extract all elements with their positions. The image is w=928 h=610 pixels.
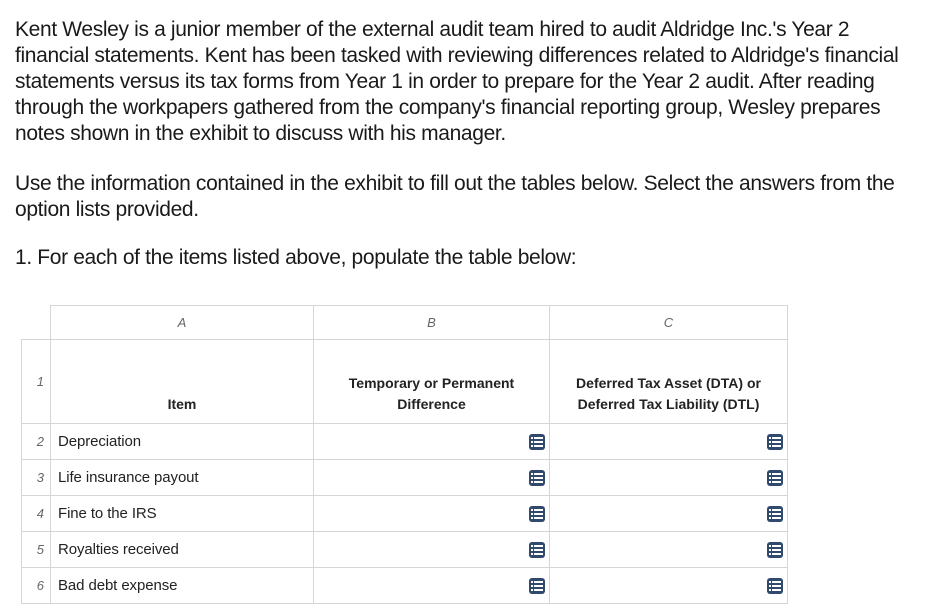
option-list-icon[interactable] [767,542,783,558]
temp-perm-select[interactable] [314,424,550,460]
table-row [22,424,788,460]
column-letter-row [22,306,788,340]
item-cell: Life insurance payout [51,460,314,496]
header-row [22,340,788,424]
instructions-paragraph: Use the information contained in the exhibit to fill out the tables below. Select the answers from the option lists provided. [15,172,895,221]
table-row [22,460,788,496]
column-letter-c: C [550,306,788,340]
dta-dtl-header: Deferred Tax Asset (DTA) or Deferred Tax Liability (DTL) [550,340,788,424]
row-number: 5 [22,532,51,568]
column-letter-a: A [51,306,314,340]
item-cell: Royalties received [51,532,314,568]
temp-perm-select[interactable] [314,532,550,568]
instructions [15,17,915,271]
table-row [22,532,788,568]
option-list-icon[interactable] [529,470,545,486]
option-list-icon[interactable] [529,542,545,558]
question-text: 1. For each of the items listed above, populate the table below: [15,246,577,269]
row-number: 6 [22,568,51,604]
row-number: 2 [22,424,51,460]
dta-dtl-select[interactable] [550,460,788,496]
column-letter-b: B [314,306,550,340]
dta-dtl-select[interactable] [550,424,788,460]
scenario-paragraph: Kent Wesley is a junior member of the external audit team hired to audit Aldridge Inc.'s Year 2 financial statements. Kent has been tasked with reviewing differences related to Aldridge's financial statements versus its tax forms from Year 1 in order to prepare for the Year 2 audit. After reading through the workpapers gathered from the company's financial reporting group, Wesley prepares notes shown in the exhibit to discuss with his manager. [15,18,899,145]
option-list-icon[interactable] [767,434,783,450]
option-list-icon[interactable] [767,470,783,486]
row-number: 3 [22,460,51,496]
option-list-icon[interactable] [529,506,545,522]
option-list-icon[interactable] [529,578,545,594]
temp-perm-select[interactable] [314,568,550,604]
item-cell: Bad debt expense [51,568,314,604]
temp-perm-select[interactable] [314,496,550,532]
row-number: 1 [22,340,51,424]
dta-dtl-select[interactable] [550,532,788,568]
temp-perm-select[interactable] [314,460,550,496]
table-row [22,568,788,604]
table-row [22,496,788,532]
item-cell: Depreciation [51,424,314,460]
dta-dtl-select[interactable] [550,568,788,604]
item-header: Item [51,340,314,424]
option-list-icon[interactable] [767,506,783,522]
dta-dtl-select[interactable] [550,496,788,532]
answer-table [21,305,788,604]
row-number: 4 [22,496,51,532]
corner-cell [22,306,51,340]
option-list-icon[interactable] [529,434,545,450]
temp-perm-header: Temporary or Permanent Difference [314,340,550,424]
item-cell: Fine to the IRS [51,496,314,532]
answer-grid [21,305,788,604]
option-list-icon[interactable] [767,578,783,594]
